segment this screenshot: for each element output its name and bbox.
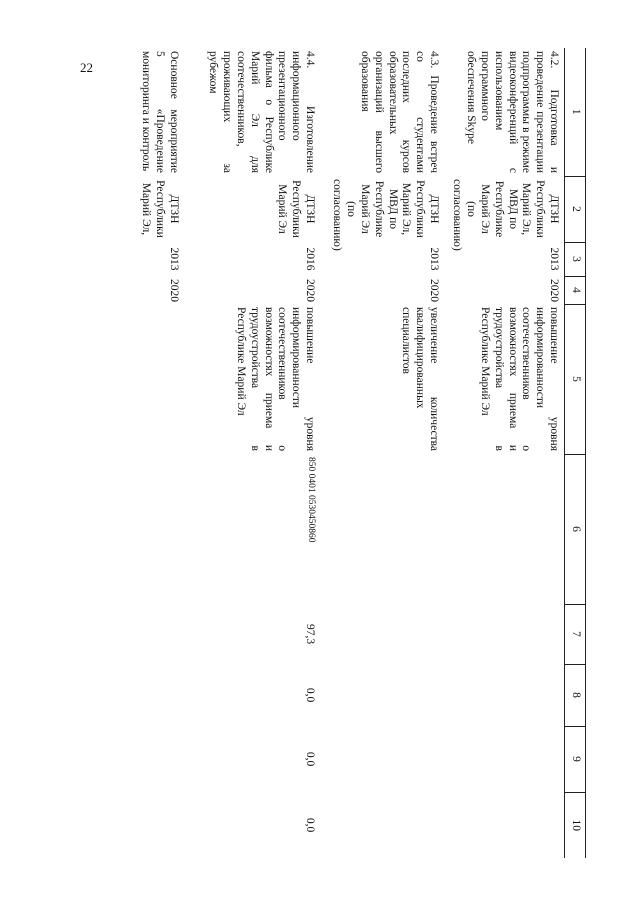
table-row [444,48,565,858]
column-header: 2 [565,176,586,242]
expected-result: повышение уровня информированности соотечественников о возможностях приема и трудоустройства в Республике Марий Эл [235,307,316,451]
header-row [565,48,586,858]
executor: ДТЗН Республики Марий Эл, МВД по Республике Марий Эл (по согласованию) [331,179,440,251]
value-col7 [139,604,184,664]
value-col7: 97,3 [304,623,316,645]
value-col10 [320,792,444,858]
value-col8: 0,0 [304,687,316,703]
budget-code [139,454,184,604]
page-number: 22 [80,60,93,75]
start-year: 2013 [428,247,440,271]
column-header: 8 [565,664,586,726]
value-col9 [444,726,565,792]
end-year: 2020 [428,279,440,302]
value-col9 [320,726,444,792]
column-header: 3 [565,242,586,276]
value-col9 [139,726,184,792]
value-col10: 0,0 [304,817,316,833]
start-year: 2013 [168,247,180,271]
column-header: 6 [565,454,586,604]
value-col9: 0,0 [304,751,316,767]
end-year: 2020 [168,279,180,302]
column-header: 9 [565,726,586,792]
table-row [184,48,320,858]
activity-name: 4.2. Подготовка и проведение презентации подпрограммы в режиме видеоконференций с использованием программного обеспечения Skype [465,51,560,173]
expected-result: повышение уровня информированности соотечественников о возможностях приема и трудоустройства в Республике Марий Эл [479,307,560,451]
budget-code [444,454,565,604]
expected-result [139,304,184,454]
start-year: 2016 [304,247,316,271]
end-year: 2020 [304,279,316,302]
table-row [139,48,184,858]
column-header: 10 [565,792,586,858]
column-header: 1 [565,48,586,176]
expected-result: увеличение количества квалифицированных специалистов [400,307,440,451]
value-col7 [320,604,444,664]
column-header: 5 [565,304,586,454]
executor: ДТЗН Республики Марий Эл [276,180,316,238]
value-col8 [320,664,444,726]
executor: ДТЗН Республики Марий Эл, [140,180,180,238]
budget-code [320,454,444,604]
activity-name: 4.4. Изготовление информационного презентационного фильма о Республике Марий Эл для соотечественников, проживающих за рубежом [207,51,316,173]
end-year: 2020 [548,279,560,302]
value-col8 [139,664,184,726]
table-row [320,48,444,858]
budget-code: 850 0401 0530450860 [306,457,316,543]
activity-name: Основное мероприятие 5 «Проведение мониторинга и контроль [140,51,180,173]
value-col10 [139,792,184,858]
column-header: 4 [565,276,586,304]
start-year: 2013 [548,247,560,271]
rotated-table-wrapper [116,48,586,858]
program-activities-table [139,48,586,858]
column-header: 7 [565,604,586,664]
value-col10 [444,792,565,858]
executor: ДТЗН Республики Марий Эл, МВД по Республике Марий Эл (по согласованию) [451,179,560,251]
activity-name: 4.3. Проведение встреч со студентами последних курсов образовательных организаций высшего образования [359,51,440,173]
value-col8 [444,664,565,726]
value-col7 [444,604,565,664]
